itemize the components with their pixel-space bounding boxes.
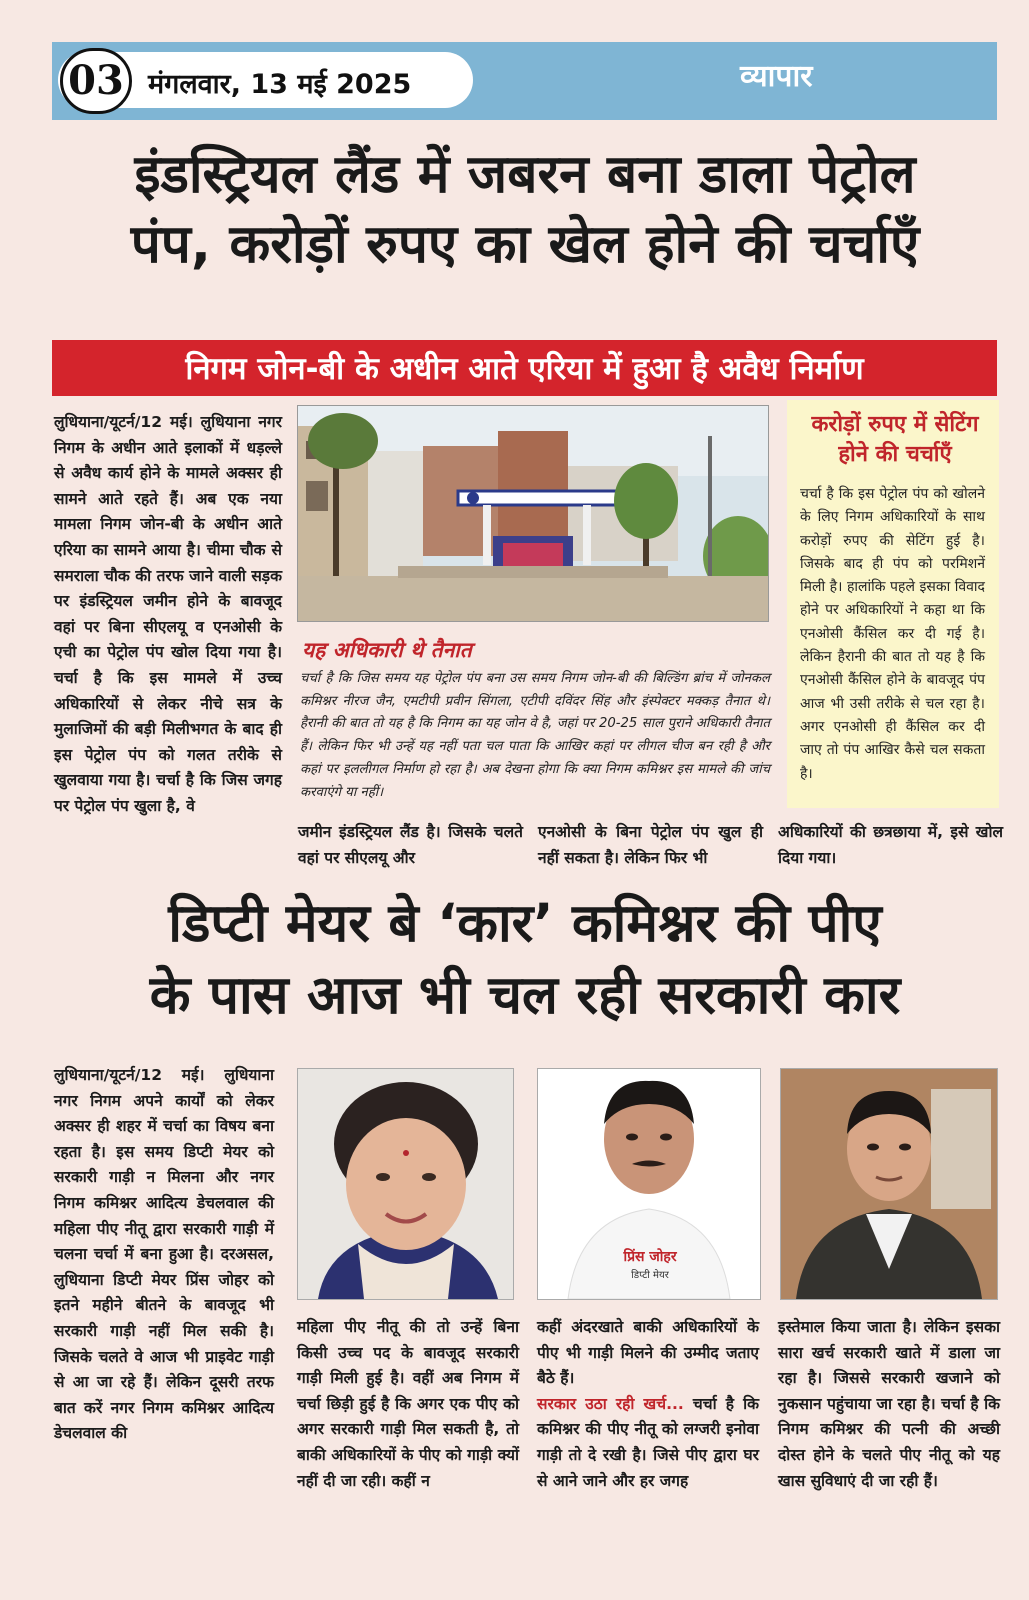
woman-portrait-illustration (298, 1069, 513, 1299)
article2-kicker: सरकार उठा रही खर्च... (537, 1394, 684, 1413)
article2-column-2: महिला पीए नीतू की तो उन्हें बिना किसी उच्च पद के बावजूद सरकारी गाड़ी मिली हुई है। वहीं अब निगम में चर्चा छिड़ी हुई है कि अगर एक पीए को अगर सरकारी गाड़ी मिल सकती है, तो बाकी अधिकारियों के पीए को गाड़ी क्यों नहीं दी जा रही। कहीं न (297, 1318, 519, 1490)
article1-caption-heading: यह अधिकारी थे तैनात (302, 638, 472, 662)
petrol-pump-photo (297, 405, 769, 622)
commissioner-portrait-illustration (781, 1069, 997, 1299)
section-label: व्यापार (740, 59, 813, 94)
sidebar-body: चर्चा है कि इस पेट्रोल पंप को खोलने के लिए निगम अधिकारियों के साथ करोड़ों रुपए की सेटिंग हुई है। जिसके बाद ही पंप को परमिशनें मिली है। हालांकि पहले इसका विवाद होने पर अधिकारियों ने कहा था कि एनओसी कैंसिल कर दी गई है। लेकिन हैरानी की बात तो यह है कि एनओसी कैंसिल होने के बावजूद पंप आज भी उसी तरीके से चल रहा है। अगर एनओसी ही कैंसिल कर दी जाए तो पंप आखिर कैसे चल सकता है। (800, 486, 985, 782)
commissioner-photo (780, 1068, 998, 1300)
article1-headline-line2: पंप, करोड़ों रुपए का खेल होने की चर्चाएँ (130, 214, 920, 275)
article2-column-4: इस्तेमाल किया जाता है। लेकिन इसका सारा खर्च सरकारी खाते में डाला जा रहा है। जिससे सरकारी खजाने को नुकसान पहुंचाया जा रहा है। चर्चा है कि निगम कमिश्नर की पत्नी की अच्छी दोस्त होने के चलते पीए नीतू को यह खास सुविधाएं दी जा रही हैं। (778, 1318, 1000, 1490)
pa-neetu-photo (297, 1068, 514, 1300)
article2-column-1: लुधियाना/यूटर्न/12 मई। लुधियाना नगर निगम अपने कार्यों को लेकर अक्सर ही शहर में चर्चा का विषय बना रहता है। इस समय डिप्टी मेयर को सरकारी गाड़ी न मिलना और नगर निगम कमिश्नर आदित्य डेचलवाल की महिला पीए नीतू द्वारा सरकारी गाड़ी में चलना चर्चा में बना हुआ है। दरअसल, लुधियाना डिप्टी मेयर प्रिंस जोहर को इतने महीने बीतने के बावजूद भी सरकारी गाड़ी नहीं मिल सकी है। जिसके चलते वे आज भी प्राइवेट गाड़ी से आ जा रहे हैं। लेकिन दूसरी तरफ बात करें नगर निगम कमिश्नर आदित्य डेचलवाल की (54, 1066, 274, 1443)
issue-date: मंगलवार, 13 मई 2025 (148, 69, 412, 100)
petrol-pump-illustration (298, 406, 768, 621)
article2-column-3-part-a: कहीं अंदरखाते बाकी अधिकारियों के पीए भी गाड़ी मिलने की उम्मीद जताए बैठे हैं। (537, 1318, 759, 1388)
article1-column-2: जमीन इंडस्ट्रियल लैंड है। जिसके चलते वहां पर सीएलयू और (298, 823, 523, 867)
photo-role-label: डिप्टी मेयर (631, 1270, 669, 1281)
article2-column-3 (537, 1315, 759, 1494)
article2-headline-line1: डिप्टी मेयर बे ‘कार’ कमिश्नर की पीए (168, 893, 882, 954)
article1-column-3: एनओसी के बिना पेट्रोल पंप खुल ही नहीं सकता है। लेकिन फिर भी (538, 823, 763, 867)
article2-headline (55, 888, 995, 1032)
sidebar-heading: करोड़ों रुपए में सेटिंग होने की चर्चाएँ (811, 412, 979, 467)
article1-headline-line1: इंडस्ट्रियल लैंड में जबरन बना डाला पेट्रोल (134, 144, 916, 205)
article1-headline (55, 140, 995, 280)
article1-column-4: अधिकारियों की छत्रछाया में, इसे खोल दिया गया। (778, 823, 1003, 867)
article1-subheadline: निगम जोन-बी के अधीन आते एरिया में हुआ है अवैध निर्माण (185, 351, 864, 387)
article1-column-1: लुधियाना/यूटर्न/12 मई। लुधियाना नगर निगम के अधीन आते इलाकों में धड़ल्ले से अवैध कार्य होने के मामले अक्सर ही सामने आते रहते हैं। अब एक नया मामला निगम जोन-बी के अधीन आते एरिया का सामने आया है। चीमा चौक से समराला चौक की तरफ जाने वाली सड़क पर इंडस्ट्रियल जमीन होने के बावजूद वहां पर बिना सीएलयू व एनओसी के एची का पेट्रोल पंप खोल दिया गया है। चर्चा है कि इस मामले में उच्च अधिकारियों से लेकर नीचे सत्र के मुलाजिमों की बड़ी मिलीभगत के बाद ही इस पेट्रोल पंप को गलत तरीके से खुलवाया गया है। चर्चा है कि जिस जगह पर पेट्रोल पंप खुला है, वे (54, 413, 282, 815)
article1-caption-body: चर्चा है कि जिस समय यह पेट्रोल पंप बना उस समय निगम जोन-बी की बिल्डिंग ब्रांच में जोनकल कमिश्नर नीरज जैन, एमटीपी प्रवीन सिंगला, एटीपी दविंदर सिंह और इंस्पेक्टर मक्कड़ तैनात थे। हैरानी की बात तो यह है कि निगम का यह जोन वे है, जहां पर 20-25 साल पुराने अधिकारी तैनात हैं। लेकिन फिर भी उन्हें यह नहीं पता चल पाता कि आखिर कहां पर लीगल चीज बन रही है और कहां पर इललीगल निर्माण हो रहा है। अब देखना होगा कि क्या निगम कमिश्नर इस मामले की जांच करवाएंगे या नहीं। (300, 671, 770, 800)
article2-headline-line2: के पास आज भी चल रही सरकारी कार (149, 965, 901, 1026)
photo-name-label: प्रिंस जोहर (623, 1249, 677, 1265)
page-number: 03 (60, 48, 132, 114)
article2-column-3-part-b: चर्चा है कि कमिश्नर की पीए नीतू को लग्जरी इनोवा गाड़ी तो दे रखी है। जिसे पीए द्वारा घर से आने जाने और हर जगह (537, 1394, 759, 1490)
